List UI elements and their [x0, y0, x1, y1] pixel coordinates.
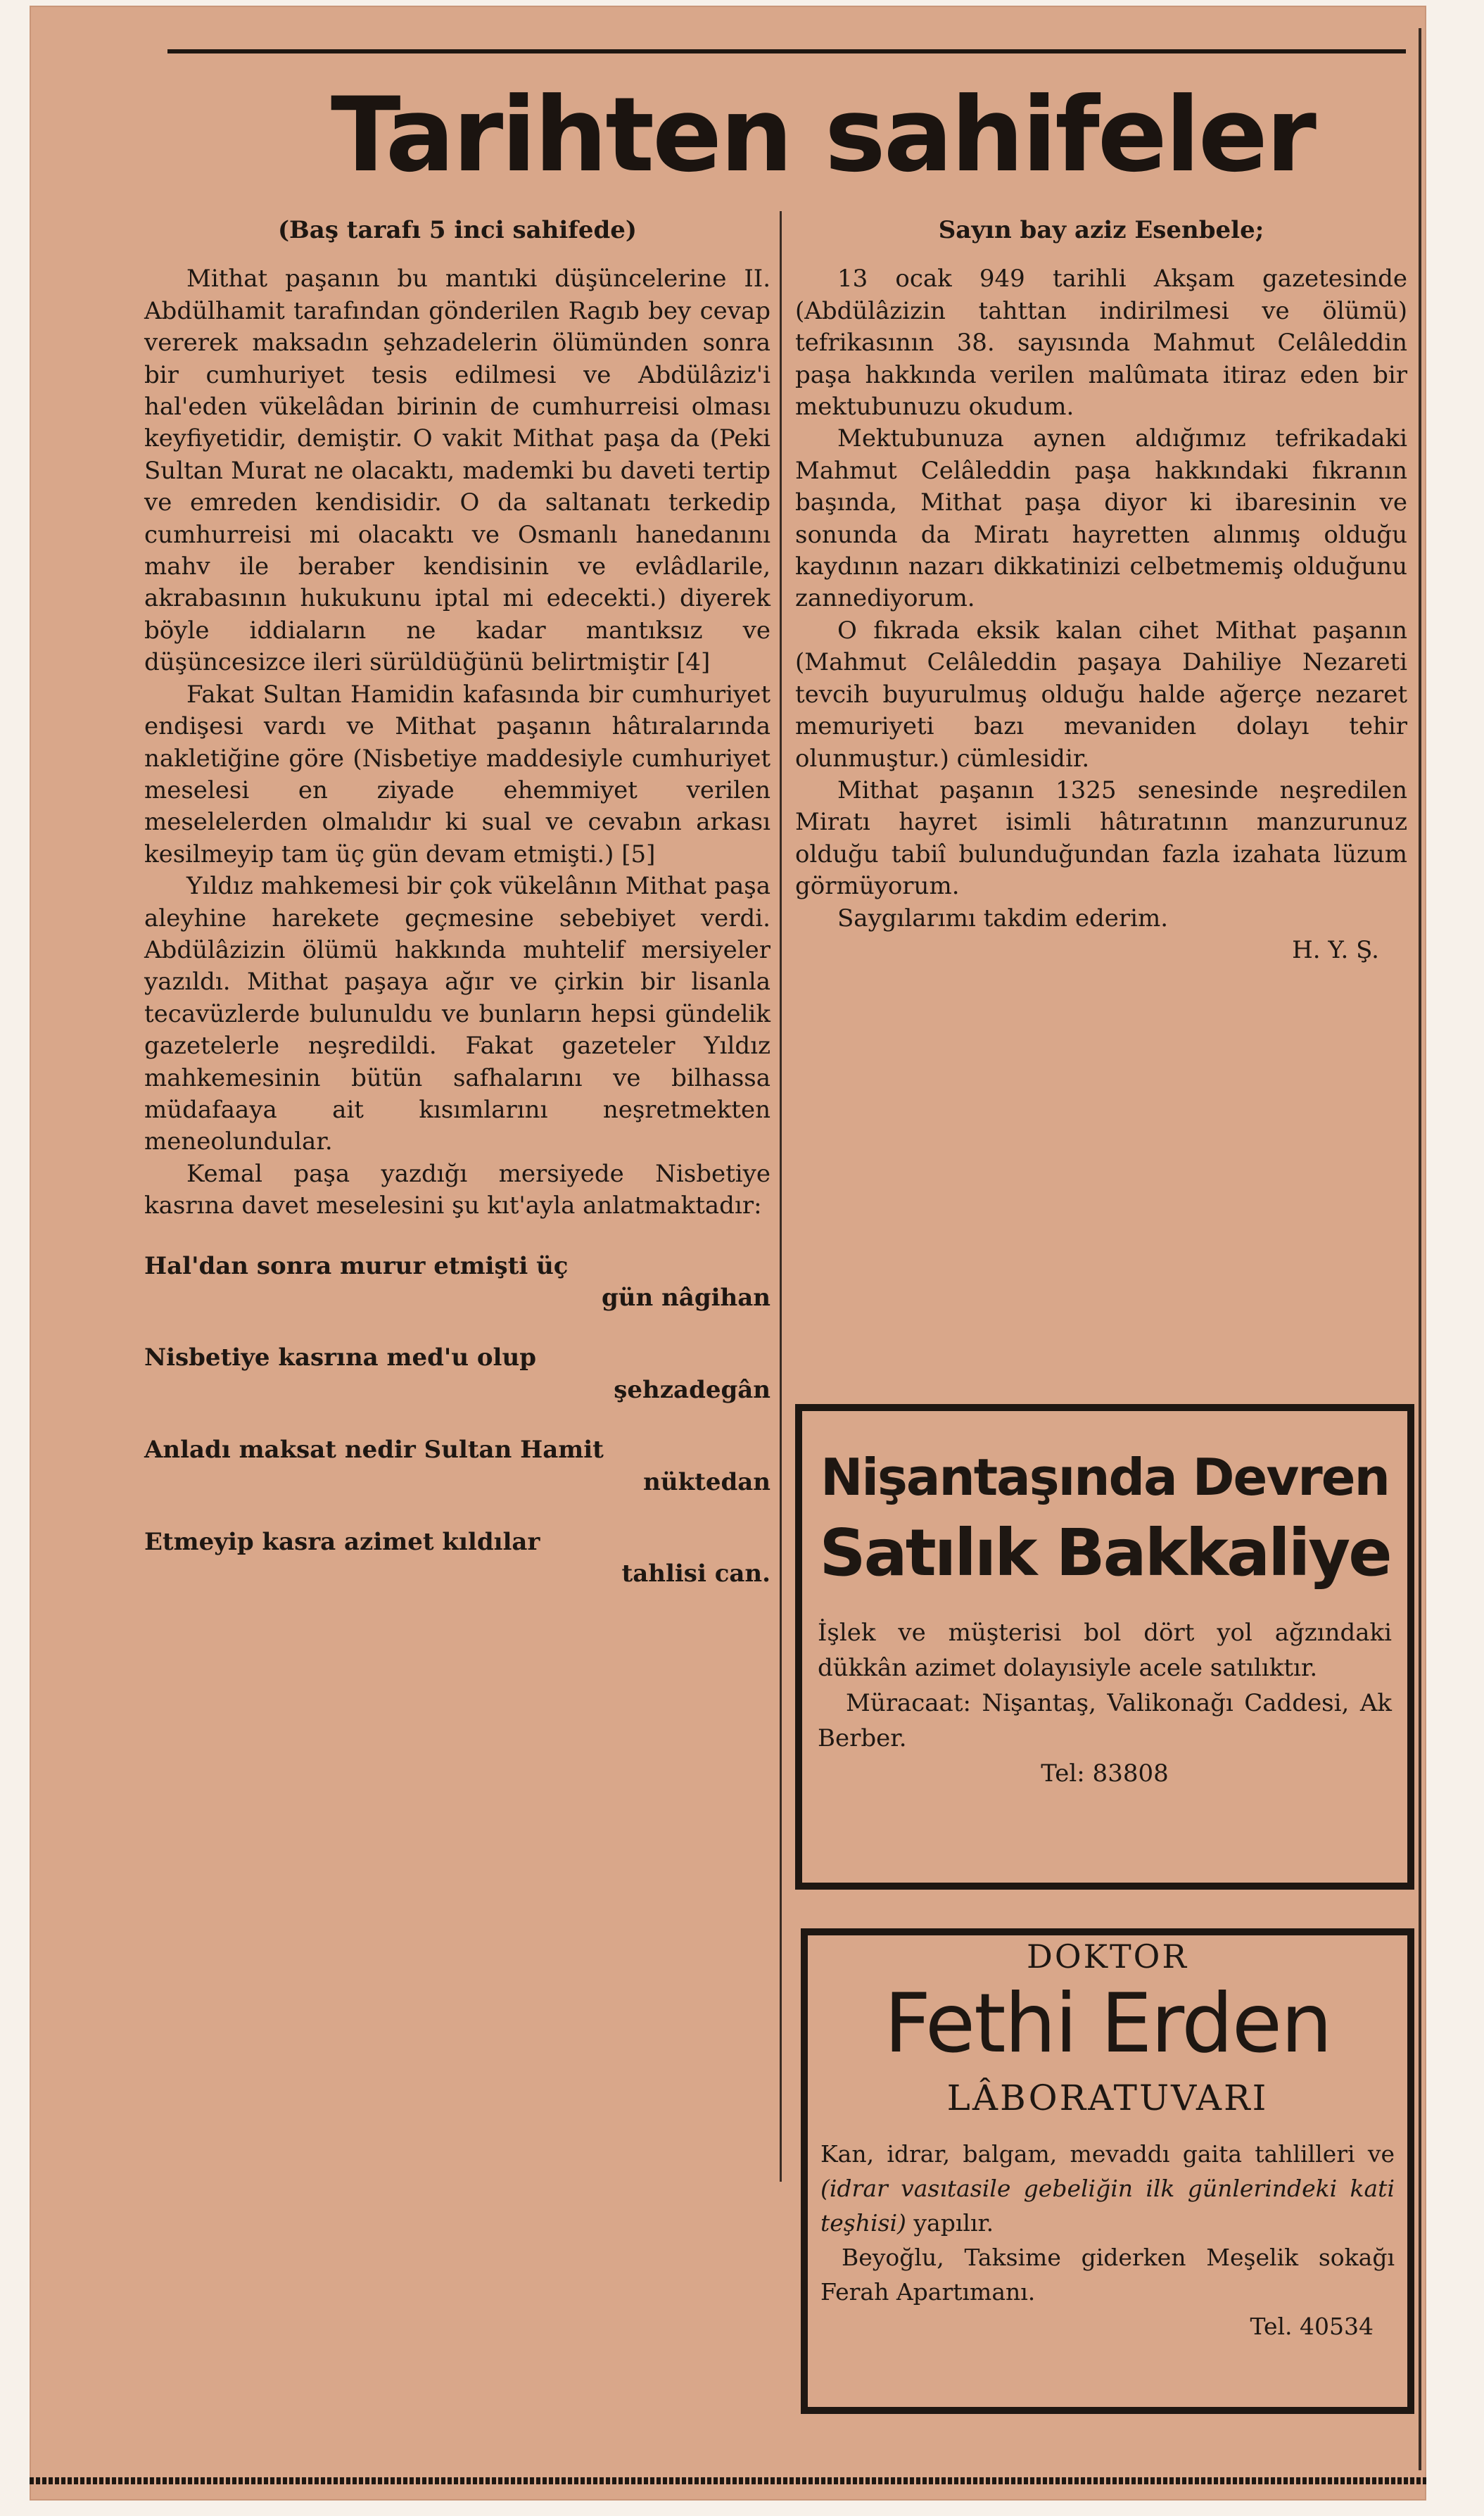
paragraph: Yıldız mahkemesi bir çok vükelânın Mithat paşa aleyhine harekete geçmesine sebebiyet verdi. Abdülâzizin ölümü hakkında muhtelif mersiyeler yazıldı. Mithat paşaya ağır ve çirkin bir lisanla tecavüzlerde bulunuldu ve bunların hepsi gündelik gazetelerle neşredildi. Fakat gazeteler Yıldız mahkemesinin bütün safhalarını ve bilhassa müdafaaya ait kısımlarını neşretmekten meneolundular.: [144, 872, 770, 1156]
lab-title: LÂBORATUVARI: [946, 2078, 1269, 2118]
ad-body: [818, 1615, 1392, 1791]
paragraph: Saygılarımı takdim ederim.: [837, 904, 1169, 933]
edge-rule: [1419, 28, 1421, 2470]
letter-salutation: Sayın bay aziz Esenbele;: [938, 216, 1264, 244]
poem-line: şehzadegân: [614, 1375, 770, 1404]
ad-phone: Tel: 83808: [1041, 1759, 1169, 1788]
poem-line: gün nâgihan: [602, 1284, 770, 1312]
ad-title-line2: Satılık Bakkaliye: [819, 1515, 1390, 1591]
bottom-rule: [30, 2477, 1426, 2484]
paragraph: Kemal paşa yazdığı mersiyede Nisbetiye kasrına davet meselesini şu kıt'ayla anlatmaktadır:: [144, 1159, 770, 1220]
paragraph: Mektubunuza aynen aldığımız tefrikadaki Mahmut Celâleddin paşa hakkındaki fıkranın başında, Mithat paşa diyor ki ibaresinin ve sonunda da Miratı hayretten alınmış olduğu kaydının nazarı dikkatinizi celbetmemiş olduğunu zannediyorum.: [795, 424, 1407, 613]
ad-description: İşlek ve müşterisi bol dört yol ağzındaki dükkân azimet dolayısiyle acele satılıktır.: [818, 1619, 1392, 1682]
doctor-advertisement: [801, 1928, 1414, 2414]
paragraph: Mithat paşanın bu mantıki düşüncelerine II. Abdülhamit tarafından gönderilen Ragıb bey cevap vererek maksadın şehzadelerin ölümünden sonra bir cumhuriyet tesis edilmesi ve Abdülâziz'i hal'eden vükelâdan birinin de cumhurreisi olması keyfiyetidir, demiştir. O vakit Mithat paşa da (Peki Sultan Murat ne olacaktı, mademki bu daveti tertip ve emreden kendisidir. O da saltanatı terkedip cumhurreisi mi olacaktı ve Osmanlı hanedanını mahv ile beraber kendisinin ve evlâdlarile, akrabasının hukukunu iptal mi edecekti.) diyerek böyle iddiaların ne kadar mantıksız ve düşüncesizce ileri sürüldüğünü belirtmiştir [4]: [144, 265, 770, 677]
signature: H. Y. Ş.: [1292, 935, 1379, 964]
paragraph: 13 ocak 949 tarihli Akşam gazetesinde (Abdülâzizin tahttan indirilmesi ve ölümü) tefrikasının 38. sayısında Mahmut Celâleddin paşa hakkında verilen malûmata itiraz eden bir mektubunuzu okudum.: [795, 265, 1407, 422]
poem-line: nüktedan: [643, 1467, 770, 1496]
poem: [144, 1251, 770, 1591]
poem-line: Etmeyip kasra azimet kıldılar: [144, 1528, 540, 1557]
top-rule: [167, 49, 1406, 53]
ad-contact: Müracaat: Nişantaş, Valikonağı Caddesi, Ak Berber.: [818, 1689, 1392, 1752]
poem-line: Anladı maksat nedir Sultan Hamit: [144, 1436, 604, 1465]
continuation-note: (Baş tarafı 5 inci sahifede): [277, 216, 638, 244]
poem-line: tahlisi can.: [621, 1560, 770, 1588]
paragraph: Mithat paşanın 1325 senesinde neşredilen Miratı hayret isimli hâtıratının manzurunuz olduğu tabiî bulunduğundan fazla izahata lüzum görmüyorum.: [795, 776, 1407, 901]
ad-kicker: DOKTOR: [820, 1937, 1395, 1976]
ad-body: [820, 2137, 1395, 2344]
column-divider: [780, 211, 782, 2182]
headline: Tarihten sahifeler: [331, 75, 1314, 195]
ad-services: Kan, idrar, balgam, mevaddı gaita tahlilleri ve (idrar vasıtasile gebeliğin ilk günlerindeki kati teşhisi) yapılır.: [820, 2140, 1395, 2237]
ad-title-line1: Nişantaşında Devren: [820, 1448, 1389, 1507]
right-column: [795, 215, 1407, 966]
doctor-name: Fethi Erden: [884, 1976, 1331, 2071]
left-column: [144, 215, 770, 1591]
ad-address: Beyoğlu, Taksime giderken Meşelik sokağı Ferah Apartımanı.: [820, 2244, 1395, 2306]
poem-line: Hal'dan sonra murur etmişti üç: [144, 1251, 569, 1280]
grocery-advertisement: [795, 1404, 1414, 1890]
ad-phone: Tel. 40534: [1250, 2313, 1374, 2340]
poem-line: Nisbetiye kasrına med'u olup: [144, 1344, 536, 1372]
paragraph: Fakat Sultan Hamidin kafasında bir cumhuriyet endişesi vardı ve Mithat paşanın hâtıralarında nakletiğine göre (Nisbetiye maddesiyle cumhuriyet meselesi en ziyade ehemmiyet verilen meselelerden olmalıdır ki sual ve cevabın arkası kesilmeyip tam üç gün devam etmişti.) [5]: [144, 680, 770, 868]
paragraph: O fıkrada eksik kalan cihet Mithat paşanın (Mahmut Celâleddin paşaya Dahiliye Nezareti tevcih buyurulmuş olduğu halde ağerçe nezaret memuriyeti bazı mevaniden dolayı tehir olunmuştur.) cümlesidir.: [795, 616, 1407, 773]
